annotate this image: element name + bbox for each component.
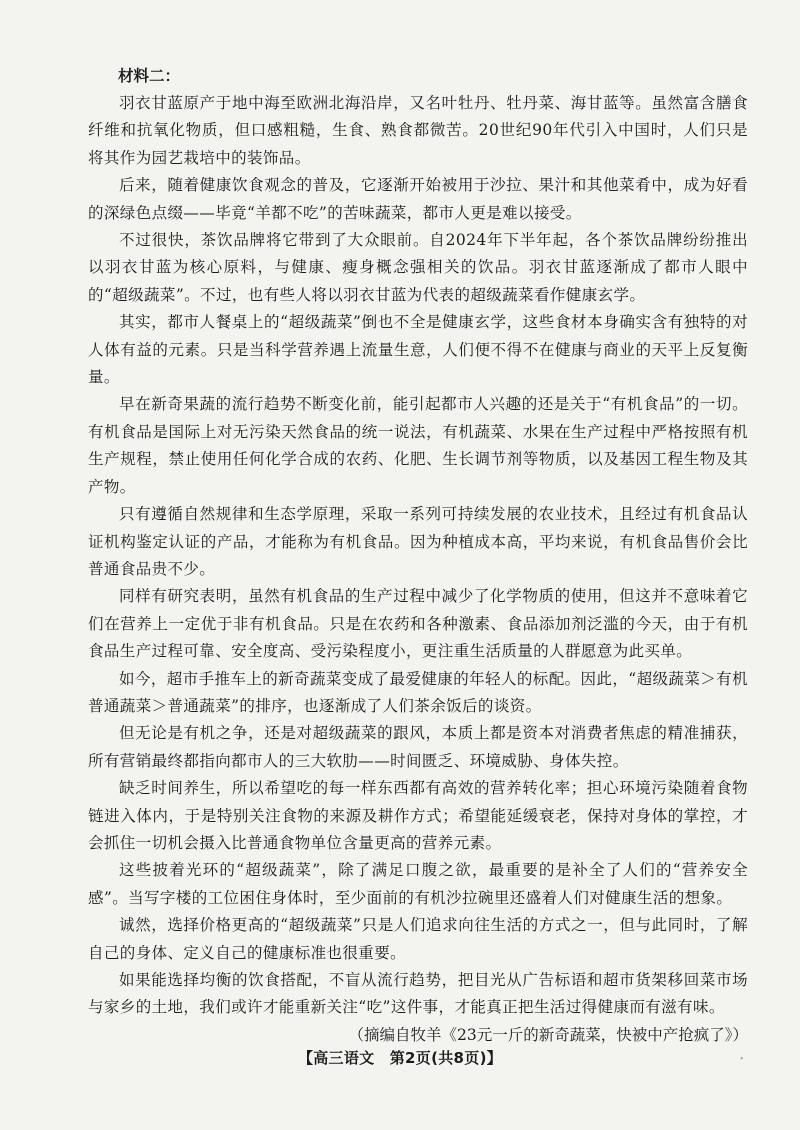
material-heading: 材料二： <box>118 66 181 85</box>
paragraph-12: 诚然，选择价格更高的“超级蔬菜”只是人们追求向往生活的方式之一，但与此同时，了解自己的身体、定义自己的健康标准也很重要。 <box>88 916 748 962</box>
paragraph-8: 如今，超市手推车上的新奇蔬菜变成了最爱健康的年轻人的标配。因此，“超级蔬菜＞有机普通蔬菜＞普通蔬菜”的排序，也逐渐成了人们茶余饭后的谈资。 <box>88 669 748 715</box>
page-footer: 【高三语文 第2页(共8页)】 <box>297 1049 503 1067</box>
paragraph-9: 但无论是有机之争，还是对超级蔬菜的跟风，本质上都是资本对消费者焦虑的精准捕获，所有营销最终都指向都市人的三大软肋——时间匮乏、环境威胁、身体失控。 <box>88 724 748 770</box>
paragraph-2: 后来，随着健康饮食观念的普及，它逐渐开始被用于沙拉、果汁和其他菜肴中，成为好看的深绿色点缀——毕竟“羊都不吃”的苦味蔬菜，都市人更是难以接受。 <box>88 176 748 222</box>
paragraph-3: 不过很快，茶饮品牌将它带到了大众眼前。自2024年下半年起，各个茶饮品牌纷纷推出以羽衣甘蓝为核心原料，与健康、瘦身概念强相关的饮品。羽衣甘蓝逐渐成了都市人眼中的“超级蔬菜”。不过，也有些人将以羽衣甘蓝为代表的超级蔬菜看作健康玄学。 <box>88 231 748 304</box>
article-body <box>88 90 748 1049</box>
corner-mark: ﾞ <box>740 1058 745 1069</box>
paragraph-1: 羽衣甘蓝原产于地中海至欧洲北海沿岸，又名叶牡丹、牡丹菜、海甘蓝等。虽然富含膳食纤维和抗氧化物质，但口感粗糙，生食、熟食都微苦。20世纪90年代引入中国时，人们只是将其作为园艺栽培中的装饰品。 <box>88 94 748 167</box>
paragraph-4: 其实，都市人餐桌上的“超级蔬菜”倒也不全是健康玄学，这些食材本身确实含有独特的对人体有益的元素。只是当科学营养遇上流量生意，人们便不得不在健康与商业的天平上反复衡量。 <box>88 313 748 387</box>
paragraph-13: 如果能选择均衡的饮食搭配，不盲从流行趋势，把目光从广告标语和超市货架移回菜市场与家乡的土地，我们或许才能重新关注“吃”这件事，才能真正把生活过得健康而有滋有味。 <box>88 971 748 1017</box>
source-citation: （摘编自牧羊《23元一斤的新奇蔬菜，快被中产抢疯了》） <box>348 1025 748 1044</box>
paragraph-11: 这些披着光环的“超级蔬菜”，除了满足口腹之欲，最重要的是补全了人们的“营养安全感”。当写字楼的工位困住身体时，至少面前的有机沙拉碗里还盛着人们对健康生活的想象。 <box>88 861 748 907</box>
paragraph-6: 只有遵循自然规律和生态学原理，采取一系列可持续发展的农业技术，且经过有机食品认证机构鉴定认证的产品，才能称为有机食品。因为种植成本高，平均来说，有机食品售价会比普通食品贵不少。 <box>88 505 748 578</box>
paragraph-5: 早在新奇果蔬的流行趋势不断变化前，能引起都市人兴趣的还是关于“有机食品”的一切。有机食品是国际上对无污染天然食品的统一说法，有机蔬菜、水果在生产过程中严格按照有机生产规程，禁止使用任何化学合成的农药、化肥、生长调节剂等物质，以及基因工程生物及其产物。 <box>88 395 748 496</box>
paragraph-10: 缺乏时间养生，所以希望吃的每一样东西都有高效的营养转化率；担心环境污染随着食物链进入体内，于是特别关注食物的来源及耕作方式；希望能延缓衰老，保持对身体的掌控，才会抓住一切机会摄入比普通食物单位含量更高的营养元素。 <box>88 779 748 852</box>
paragraph-7: 同样有研究表明，虽然有机食品的生产过程中减少了化学物质的使用，但这并不意味着它们在营养上一定优于非有机食品。只是在农药和各种激素、食品添加剂泛滥的今天，由于有机食品生产过程可靠、安全度高、受污染程度小，更注重生活质量的人群愿意为此买单。 <box>88 587 748 661</box>
